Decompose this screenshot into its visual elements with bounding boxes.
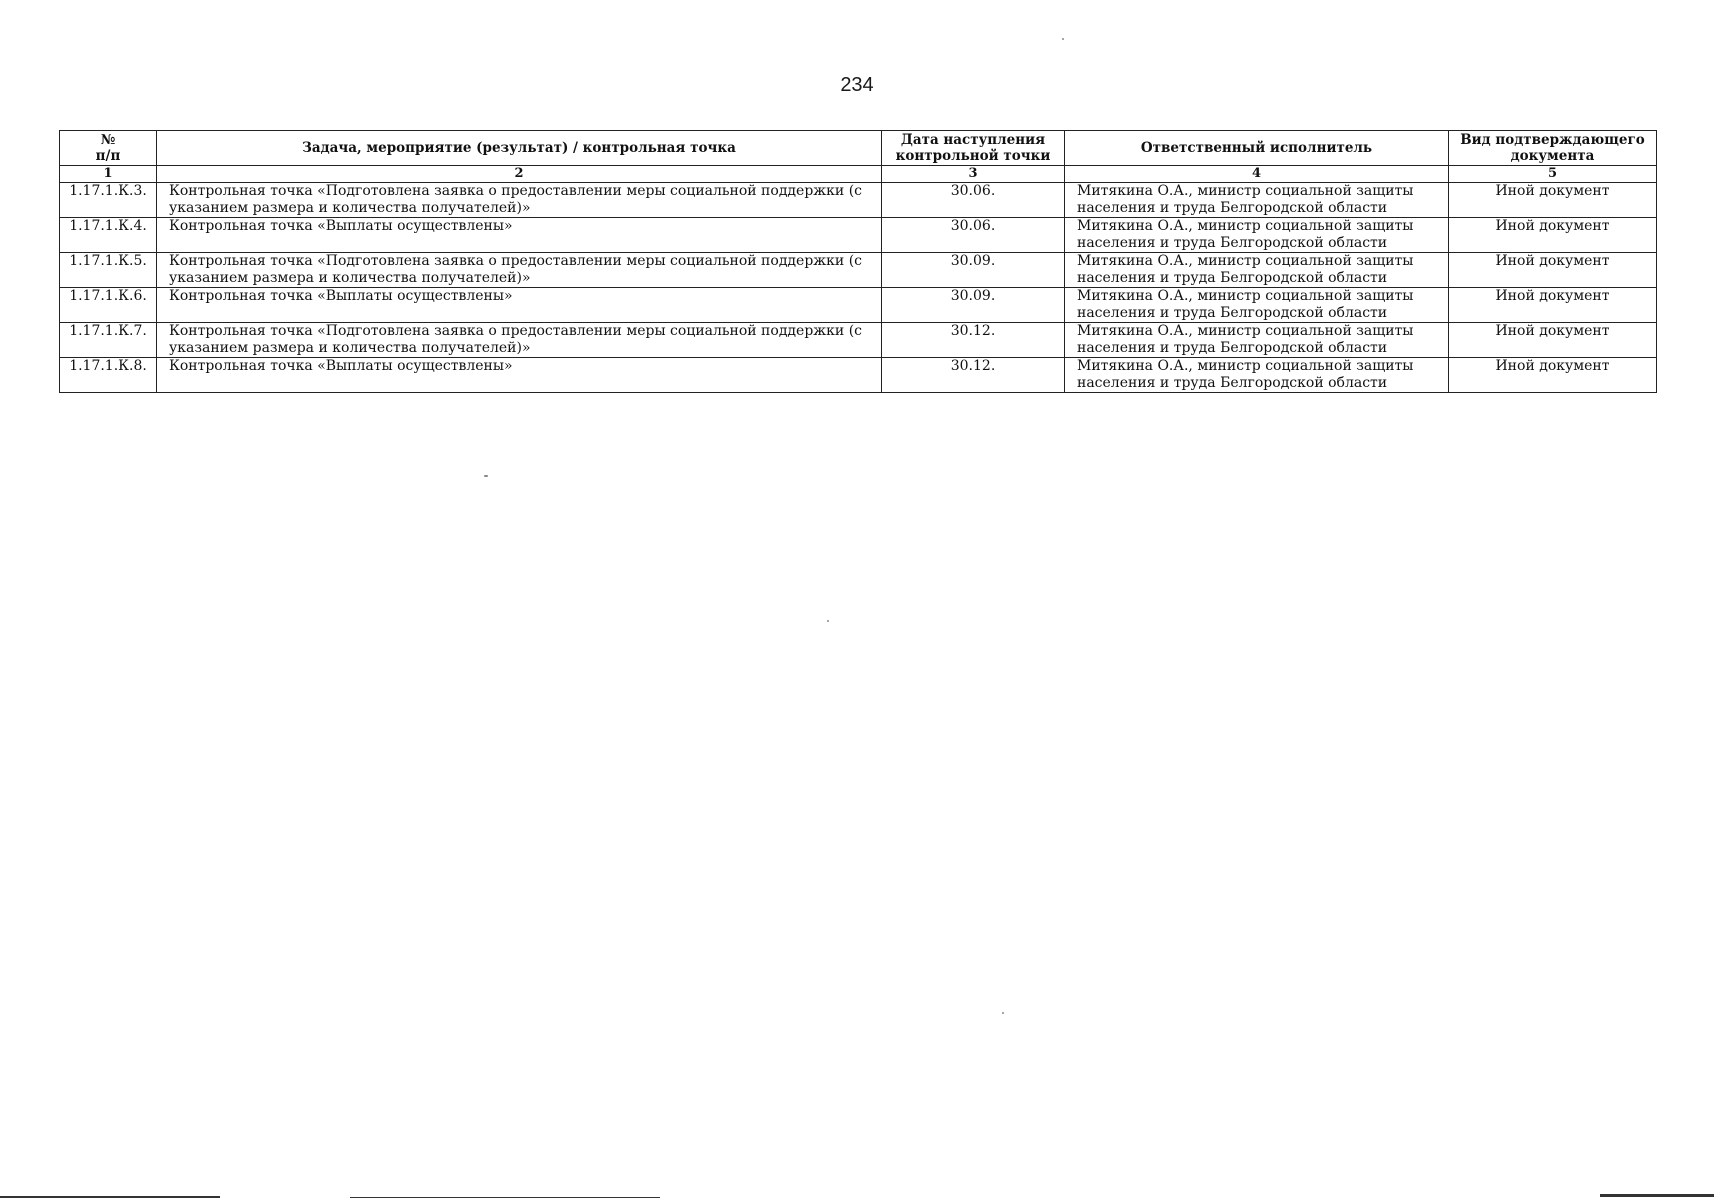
task-cell: Контрольная точка «Выплаты осуществлены» <box>157 358 882 393</box>
table-row <box>60 218 1657 253</box>
table-row <box>60 323 1657 358</box>
table-row <box>60 253 1657 288</box>
header-task: Задача, мероприятие (результат) / контрольная точка <box>157 131 882 166</box>
doc-type-cell: Иной документ <box>1449 358 1657 393</box>
scan-edge-line <box>350 1197 660 1198</box>
scan-speck <box>827 620 829 622</box>
responsible-cell: Митякина О.А., министр социальной защиты населения и труда Белгородской области <box>1065 218 1449 253</box>
scan-edge-line <box>1600 1194 1714 1197</box>
column-number: 1 <box>60 166 157 183</box>
table-header-row <box>60 131 1657 166</box>
doc-type-cell: Иной документ <box>1449 253 1657 288</box>
date-cell: 30.06. <box>882 218 1065 253</box>
header-date: Дата наступления контрольной точки <box>882 131 1065 166</box>
table-row <box>60 288 1657 323</box>
responsible-cell: Митякина О.А., министр социальной защиты населения и труда Белгородской области <box>1065 253 1449 288</box>
responsible-cell: Митякина О.А., министр социальной защиты населения и труда Белгородской области <box>1065 183 1449 218</box>
column-number: 3 <box>882 166 1065 183</box>
row-number-cell: 1.17.1.К.5. <box>60 253 157 288</box>
scan-speck <box>484 475 488 477</box>
responsible-cell: Митякина О.А., министр социальной защиты населения и труда Белгородской области <box>1065 323 1449 358</box>
date-cell: 30.06. <box>882 183 1065 218</box>
task-cell: Контрольная точка «Подготовлена заявка о предоставлении меры социальной поддержки (с указанием размера и количества получателей)» <box>157 323 882 358</box>
task-cell: Контрольная точка «Подготовлена заявка о предоставлении меры социальной поддержки (с указанием размера и количества получателей)» <box>157 253 882 288</box>
header-responsible: Ответственный исполнитель <box>1065 131 1449 166</box>
responsible-cell: Митякина О.А., министр социальной защиты населения и труда Белгородской области <box>1065 288 1449 323</box>
row-number-cell: 1.17.1.К.7. <box>60 323 157 358</box>
row-number-cell: 1.17.1.К.4. <box>60 218 157 253</box>
column-number: 2 <box>157 166 882 183</box>
row-number-cell: 1.17.1.К.6. <box>60 288 157 323</box>
doc-type-cell: Иной документ <box>1449 183 1657 218</box>
column-number: 4 <box>1065 166 1449 183</box>
column-number-row <box>60 166 1657 183</box>
row-number-cell: 1.17.1.К.3. <box>60 183 157 218</box>
responsible-cell: Митякина О.А., министр социальной защиты населения и труда Белгородской области <box>1065 358 1449 393</box>
date-cell: 30.12. <box>882 323 1065 358</box>
control-points-table <box>59 130 1657 393</box>
scan-speck <box>1062 38 1064 40</box>
doc-type-cell: Иной документ <box>1449 288 1657 323</box>
task-cell: Контрольная точка «Выплаты осуществлены» <box>157 288 882 323</box>
table-row <box>60 183 1657 218</box>
doc-type-cell: Иной документ <box>1449 323 1657 358</box>
doc-type-cell: Иной документ <box>1449 218 1657 253</box>
header-number: № п/п <box>60 131 157 166</box>
column-number: 5 <box>1449 166 1657 183</box>
scan-edge-line <box>0 1196 220 1198</box>
date-cell: 30.09. <box>882 253 1065 288</box>
date-cell: 30.09. <box>882 288 1065 323</box>
task-cell: Контрольная точка «Подготовлена заявка о предоставлении меры социальной поддержки (с указанием размера и количества получателей)» <box>157 183 882 218</box>
header-doc-type: Вид подтверждающего документа <box>1449 131 1657 166</box>
table-row <box>60 358 1657 393</box>
page-number: 234 <box>840 74 874 96</box>
task-cell: Контрольная точка «Выплаты осуществлены» <box>157 218 882 253</box>
row-number-cell: 1.17.1.К.8. <box>60 358 157 393</box>
scan-speck <box>1002 1012 1004 1014</box>
date-cell: 30.12. <box>882 358 1065 393</box>
